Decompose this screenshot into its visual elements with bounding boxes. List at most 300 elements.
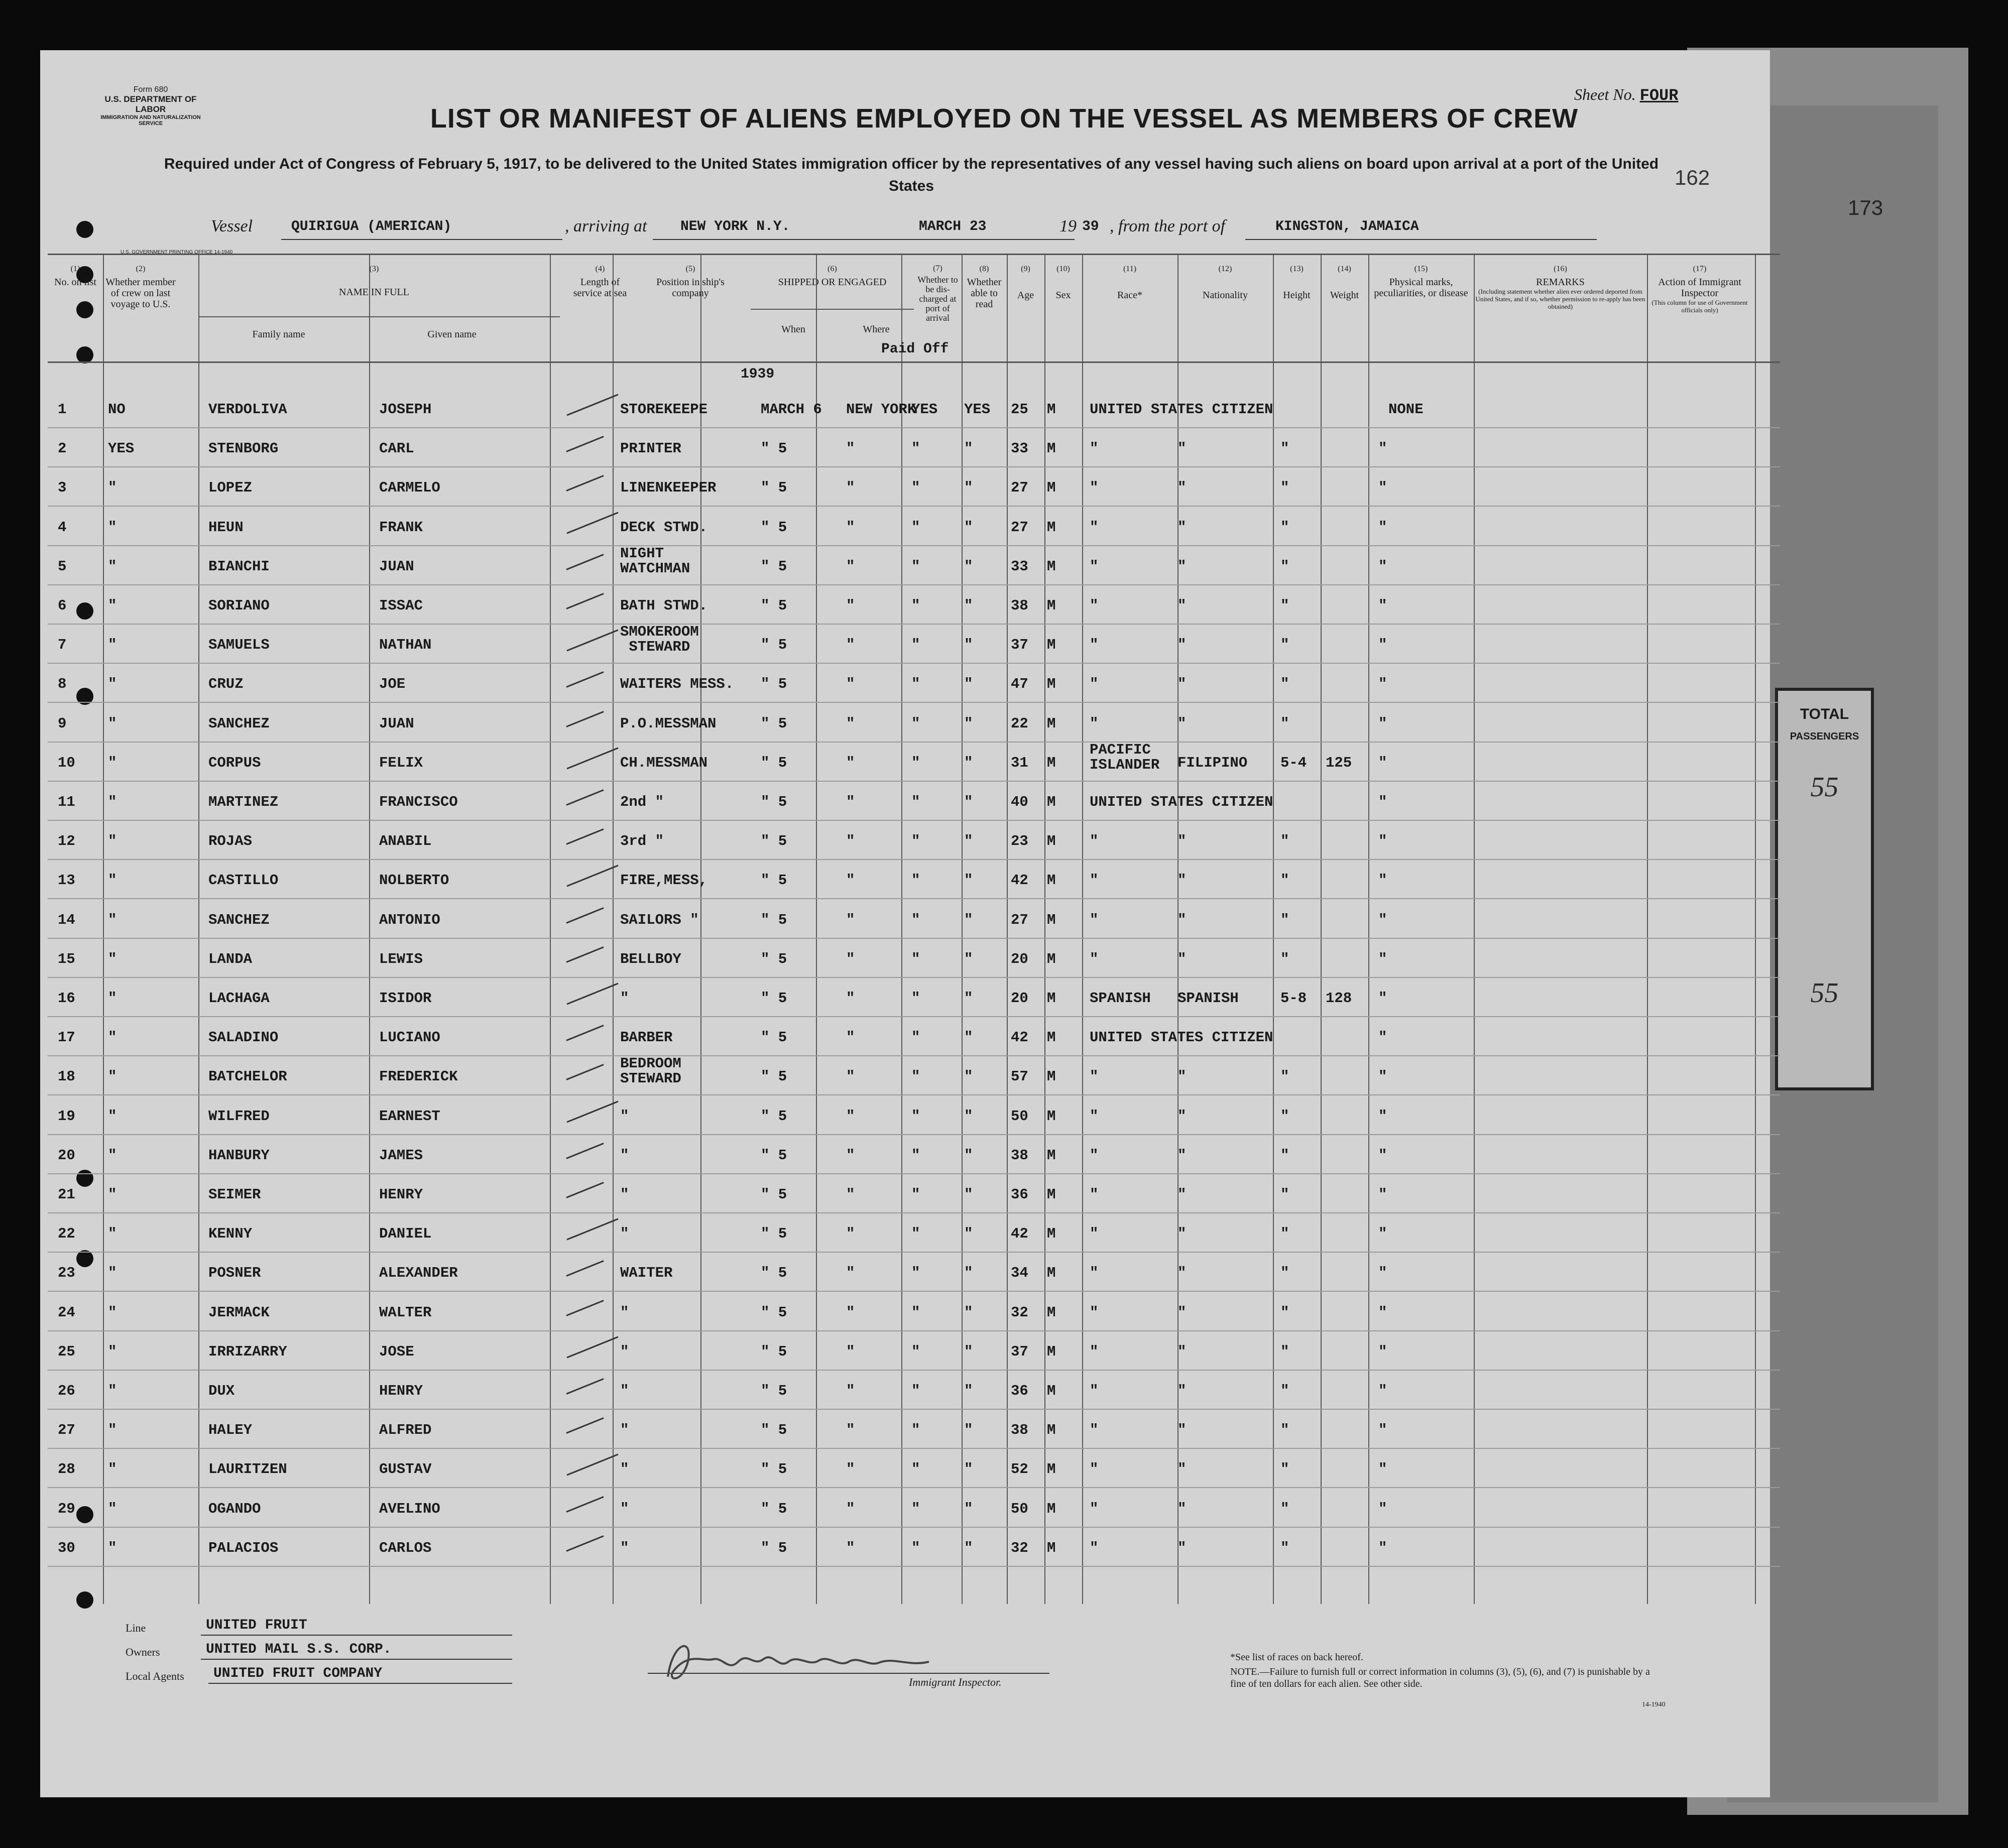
cell-nat: " <box>1177 1422 1187 1439</box>
cell-prev: " <box>108 911 117 928</box>
cell-no: 19 <box>58 1107 75 1125</box>
checkmark <box>566 747 618 769</box>
cell-when: " 5 <box>761 794 787 810</box>
cell-disch: " <box>911 1539 920 1556</box>
cell-where: " <box>846 479 855 497</box>
cell-where: " <box>846 1029 855 1046</box>
cell-given: HENRY <box>379 1186 423 1203</box>
cell-given: ANABIL <box>379 833 432 850</box>
cell-age: 38 <box>1011 1147 1028 1164</box>
cell-read: " <box>964 440 973 457</box>
cell-no: 29 <box>58 1500 75 1517</box>
cell-sex: M <box>1047 950 1056 967</box>
cell-family: WILFRED <box>208 1107 270 1125</box>
agents-value: UNITED FRUIT COMPANY <box>213 1666 383 1681</box>
inspector-signature <box>658 1632 939 1692</box>
table-row <box>48 905 1780 944</box>
checkmark <box>566 512 618 534</box>
table-row <box>48 1415 1780 1454</box>
cell-when: " 5 <box>761 1225 787 1243</box>
cell-sex: M <box>1047 1265 1056 1282</box>
cell-no: 23 <box>58 1265 75 1282</box>
cell-read: " <box>964 558 973 575</box>
cell-disch: " <box>911 1304 920 1321</box>
cell-age: 57 <box>1011 1068 1028 1085</box>
cell-sex: M <box>1047 401 1056 418</box>
cell-given: NATHAN <box>379 637 432 654</box>
table-row <box>48 433 1780 472</box>
cell-height: " <box>1280 637 1289 654</box>
cell-family: VERDOLIVA <box>208 401 287 418</box>
arriving-label: , arriving at <box>565 217 647 235</box>
cell-prev: " <box>108 794 117 810</box>
back-page-number: 173 <box>1848 196 1883 219</box>
cell-no: 30 <box>58 1539 75 1556</box>
cell-given: ISSAC <box>379 597 423 614</box>
cell-sex: M <box>1047 754 1056 771</box>
table-row <box>48 1218 1780 1258</box>
cell-weight: NONE <box>1388 401 1424 418</box>
cell-disch: " <box>911 1225 920 1243</box>
cell-when: " 5 <box>761 754 787 771</box>
cell-age: 32 <box>1011 1304 1028 1321</box>
cell-nat: " <box>1177 911 1187 928</box>
cell-family: HALEY <box>208 1422 253 1439</box>
cell-height: " <box>1280 1186 1289 1203</box>
cell-marks: " <box>1378 990 1387 1007</box>
cell-marks: " <box>1378 637 1387 654</box>
cell-family: PALACIOS <box>208 1539 279 1556</box>
cell-when: " 5 <box>761 1500 787 1517</box>
cell-read: " <box>964 1383 973 1399</box>
cell-prev: " <box>108 1383 117 1399</box>
cell-no: 16 <box>58 990 75 1007</box>
checkmark <box>566 1417 604 1434</box>
cell-where: " <box>846 637 855 654</box>
cell-race: " <box>1090 1343 1099 1360</box>
tally-subtitle: PASSENGERS <box>1790 731 1859 742</box>
checkmark <box>566 1535 604 1552</box>
cell-race: PACIFIC ISLANDER <box>1090 741 1160 773</box>
cell-position: LINENKEEPER <box>620 479 717 497</box>
cell-disch: " <box>911 1422 920 1439</box>
checkmark <box>566 1182 604 1198</box>
table-row <box>48 741 1780 787</box>
cell-marks: " <box>1378 1068 1387 1085</box>
cell-prev: " <box>108 1343 117 1360</box>
cell-prev: " <box>108 1147 117 1164</box>
checkmark <box>566 672 604 688</box>
cell-marks: " <box>1378 1107 1387 1125</box>
cell-height: " <box>1280 1461 1289 1478</box>
cell-sex: M <box>1047 479 1056 497</box>
col-header-5: (5) Position in ship's company <box>656 265 725 299</box>
cell-nat: " <box>1177 1539 1187 1556</box>
checkmark <box>566 436 604 452</box>
table-row <box>48 472 1780 512</box>
cell-height: " <box>1280 519 1289 536</box>
cell-nat: " <box>1177 558 1187 575</box>
cell-nat: " <box>1177 1500 1187 1517</box>
cell-height: " <box>1280 715 1289 732</box>
cell-read: " <box>964 1147 973 1164</box>
cell-position: 2nd " <box>620 794 664 810</box>
form-number: Form 680 <box>133 85 168 94</box>
cell-prev: " <box>108 1304 117 1321</box>
cell-family: SALADINO <box>208 1029 279 1046</box>
cell-given: ALFRED <box>379 1422 432 1439</box>
cell-when: " 5 <box>761 676 787 693</box>
col-header-7: (7) Whether to be dis-charged at port of arrival <box>917 264 958 323</box>
cell-age: 36 <box>1011 1383 1028 1399</box>
cell-where: " <box>846 715 855 732</box>
col-header-1: (1) No. on list <box>54 265 96 288</box>
col-header-3: (3) NAME IN FULL <box>339 265 409 298</box>
cell-family: KENNY <box>208 1225 253 1243</box>
table-row <box>48 1101 1780 1140</box>
table-row <box>48 669 1780 708</box>
cell-where: " <box>846 1147 855 1164</box>
cell-sex: M <box>1047 1461 1056 1478</box>
cell-position: " <box>620 1500 629 1517</box>
cell-when: " 5 <box>761 1068 787 1085</box>
cell-race: " <box>1090 637 1099 654</box>
col-header-13: (13) Height <box>1283 265 1311 301</box>
cell-disch: " <box>911 519 920 536</box>
cell-where: " <box>846 1225 855 1243</box>
cell-prev: " <box>108 637 117 654</box>
cell-age: 33 <box>1011 440 1028 457</box>
checkmark <box>566 789 604 806</box>
cell-given: WALTER <box>379 1304 432 1321</box>
cell-where: " <box>846 1383 855 1399</box>
cell-race: " <box>1090 911 1099 928</box>
cell-height: " <box>1280 440 1289 457</box>
cell-read: " <box>964 833 973 850</box>
cell-marks: " <box>1378 1422 1387 1439</box>
cell-marks: " <box>1378 1029 1387 1046</box>
cell-height: " <box>1280 1304 1289 1321</box>
cell-read: " <box>964 1029 973 1046</box>
cell-prev: " <box>108 1068 117 1085</box>
cell-age: 50 <box>1011 1500 1028 1517</box>
cell-family: DUX <box>208 1383 235 1399</box>
cell-no: 10 <box>58 754 75 771</box>
cell-where: " <box>846 597 855 614</box>
cell-disch: YES <box>911 401 938 418</box>
cell-race: " <box>1090 676 1099 693</box>
cell-race: UNITED STATES CITIZEN <box>1090 1029 1273 1046</box>
cell-given: GUSTAV <box>379 1461 432 1478</box>
cell-age: 37 <box>1011 1343 1028 1360</box>
cell-position: " <box>620 1147 629 1164</box>
col-header-16: (16) REMARKS (Including statement whether alien ever ordered deported from United States, and if so, whether permission to re-apply has been obtained) <box>1475 265 1645 310</box>
col-header-12: (12) Nationality <box>1203 265 1248 301</box>
cell-race: " <box>1090 479 1099 497</box>
cell-marks: " <box>1378 519 1387 536</box>
cell-read: " <box>964 1422 973 1439</box>
sheet-number-value: FOUR <box>1639 86 1679 105</box>
cell-disch: " <box>911 833 920 850</box>
cell-height: " <box>1280 1500 1289 1517</box>
cell-age: 42 <box>1011 1225 1028 1243</box>
cell-family: CRUZ <box>208 676 244 693</box>
cell-position: " <box>620 1186 629 1203</box>
cell-no: 22 <box>58 1225 75 1243</box>
cell-position: BEDROOM STEWARD <box>620 1055 681 1087</box>
cell-family: BIANCHI <box>208 558 270 575</box>
checkmark <box>566 1064 604 1081</box>
cell-race: " <box>1090 519 1099 536</box>
cell-height: " <box>1280 911 1289 928</box>
cell-position: SMOKEROOM STEWARD <box>620 624 699 656</box>
cell-position: " <box>620 990 629 1007</box>
races-note: *See list of races on back hereof. <box>1230 1652 1363 1663</box>
cell-family: CASTILLO <box>208 872 279 889</box>
cell-given: JOSEPH <box>379 401 432 418</box>
cell-nat: " <box>1177 1068 1187 1085</box>
checkmark <box>566 1218 618 1241</box>
cell-prev: " <box>108 479 117 497</box>
cell-sex: M <box>1047 872 1056 889</box>
cell-read: " <box>964 1304 973 1321</box>
cell-given: FREDERICK <box>379 1068 458 1085</box>
cell-disch: " <box>911 1383 920 1399</box>
checkmark <box>566 1261 604 1277</box>
cell-prev: " <box>108 558 117 575</box>
checkmark <box>566 865 618 887</box>
table-row <box>48 512 1780 551</box>
cell-read: " <box>964 1186 973 1203</box>
cell-when: " 5 <box>761 1304 787 1321</box>
cell-age: 20 <box>1011 950 1028 967</box>
cell-given: FELIX <box>379 754 423 771</box>
cell-given: DANIEL <box>379 1225 432 1243</box>
checkmark <box>566 1496 604 1513</box>
cell-nat: FILIPINO <box>1177 754 1248 771</box>
cell-age: 27 <box>1011 911 1028 928</box>
cell-when: " 5 <box>761 558 787 575</box>
cell-sex: M <box>1047 1068 1056 1085</box>
tally-title: TOTAL <box>1800 706 1849 722</box>
cell-disch: " <box>911 1068 920 1085</box>
cell-where: " <box>846 558 855 575</box>
cell-read: " <box>964 1265 973 1282</box>
cell-marks: " <box>1378 1225 1387 1243</box>
cell-age: 22 <box>1011 715 1028 732</box>
cell-disch: " <box>911 990 920 1007</box>
cell-position: " <box>620 1304 629 1321</box>
vessel-name: QUIRIGUA (AMERICAN) <box>291 219 452 234</box>
cell-position: NIGHT WATCHMAN <box>620 545 690 577</box>
cell-when: " 5 <box>761 1422 787 1439</box>
table-row <box>48 944 1780 983</box>
cell-marks: " <box>1378 1186 1387 1203</box>
table-row <box>48 1055 1780 1100</box>
checkmark <box>566 593 604 609</box>
owners-label: Owners <box>126 1646 160 1658</box>
col-header-where: Where <box>863 324 890 335</box>
arrival-date: MARCH 23 <box>919 219 987 234</box>
cell-family: SORIANO <box>208 597 270 614</box>
cell-where: " <box>846 754 855 771</box>
cell-race: SPANISH <box>1090 990 1151 1007</box>
cell-no: 13 <box>58 872 75 889</box>
cell-family: POSNER <box>208 1265 261 1282</box>
cell-position: " <box>620 1461 629 1478</box>
cell-position: " <box>620 1422 629 1439</box>
cell-race: UNITED STATES CITIZEN <box>1090 401 1273 418</box>
col-header-when: When <box>781 324 805 335</box>
cell-family: SANCHEZ <box>208 911 270 928</box>
cell-height: " <box>1280 479 1289 497</box>
cell-marks: " <box>1378 1265 1387 1282</box>
cell-sex: M <box>1047 1343 1056 1360</box>
cell-no: 15 <box>58 950 75 967</box>
checkmark <box>566 907 604 924</box>
cell-marks: " <box>1378 754 1387 771</box>
cell-marks: " <box>1378 1304 1387 1321</box>
cell-race: " <box>1090 597 1099 614</box>
cell-sex: M <box>1047 1500 1056 1517</box>
cell-read: " <box>964 754 973 771</box>
cell-weight: 125 <box>1326 754 1352 771</box>
cell-nat: " <box>1177 1343 1187 1360</box>
cell-given: JUAN <box>379 558 414 575</box>
cell-marks: " <box>1378 479 1387 497</box>
cell-read: " <box>964 676 973 693</box>
cell-prev: " <box>108 597 117 614</box>
cell-age: 42 <box>1011 1029 1028 1046</box>
cell-marks: " <box>1378 1147 1387 1164</box>
cell-no: 2 <box>58 440 67 457</box>
cell-race: " <box>1090 1422 1099 1439</box>
cell-sex: M <box>1047 911 1056 928</box>
cell-marks: " <box>1378 1383 1387 1399</box>
cell-nat: " <box>1177 950 1187 967</box>
cell-read: " <box>964 597 973 614</box>
table-row <box>48 1336 1780 1376</box>
cell-where: " <box>846 676 855 693</box>
cell-prev: " <box>108 1500 117 1517</box>
cell-disch: " <box>911 911 920 928</box>
cell-when: " 5 <box>761 1265 787 1282</box>
cell-height: " <box>1280 676 1289 693</box>
cell-race: " <box>1090 1068 1099 1085</box>
cell-sex: M <box>1047 715 1056 732</box>
cell-race: " <box>1090 950 1099 967</box>
cell-position: " <box>620 1343 629 1360</box>
cell-age: 33 <box>1011 558 1028 575</box>
arriving-port: NEW YORK N.Y. <box>680 219 790 234</box>
line-label: Line <box>126 1622 146 1634</box>
cell-read: " <box>964 1068 973 1085</box>
cell-height: " <box>1280 1539 1289 1556</box>
cell-when: " 5 <box>761 519 787 536</box>
cell-prev: " <box>108 833 117 850</box>
cell-disch: " <box>911 1186 920 1203</box>
cell-no: 3 <box>58 479 67 497</box>
cell-sex: M <box>1047 440 1056 457</box>
cell-where: " <box>846 990 855 1007</box>
cell-read: " <box>964 950 973 967</box>
cell-age: 32 <box>1011 1539 1028 1556</box>
cell-height: " <box>1280 1265 1289 1282</box>
cell-where: " <box>846 1461 855 1478</box>
cell-where: " <box>846 1068 855 1085</box>
cell-nat: " <box>1177 833 1187 850</box>
checkmark <box>566 946 604 963</box>
table-row <box>48 1494 1780 1533</box>
year-suffix: 39 <box>1082 219 1099 234</box>
cell-sex: M <box>1047 1383 1056 1399</box>
cell-prev: " <box>108 950 117 967</box>
cell-prev: " <box>108 676 117 693</box>
cell-height: " <box>1280 872 1289 889</box>
cell-nat: " <box>1177 1225 1187 1243</box>
cell-given: ALEXANDER <box>379 1265 458 1282</box>
cell-where: " <box>846 833 855 850</box>
cell-nat: " <box>1177 597 1187 614</box>
cell-where: " <box>846 794 855 810</box>
department-name: U.S. DEPARTMENT OF LABOR <box>104 94 197 114</box>
cell-no: 17 <box>58 1029 75 1046</box>
cell-read: " <box>964 637 973 654</box>
cell-when: " 5 <box>761 911 787 928</box>
cell-position: BATH STWD. <box>620 597 708 614</box>
cell-given: NOLBERTO <box>379 872 449 889</box>
cell-where: " <box>846 519 855 536</box>
table-row <box>48 1022 1780 1061</box>
cell-height: " <box>1280 1225 1289 1243</box>
cell-race: " <box>1090 1186 1099 1203</box>
cell-given: AVELINO <box>379 1500 440 1517</box>
cell-prev: " <box>108 990 117 1007</box>
cell-prev: " <box>108 1422 117 1439</box>
cell-nat: " <box>1177 1147 1187 1164</box>
cell-position: PRINTER <box>620 440 681 457</box>
cell-nat: SPANISH <box>1177 990 1239 1007</box>
cell-age: 34 <box>1011 1265 1028 1282</box>
cell-read: " <box>964 872 973 889</box>
from-label: , from the port of <box>1110 217 1226 235</box>
cell-given: FRANK <box>379 519 423 536</box>
cell-nat: " <box>1177 1461 1187 1478</box>
cell-no: 26 <box>58 1383 75 1399</box>
cell-where: NEW YORK <box>846 401 916 418</box>
cell-prev: " <box>108 1029 117 1046</box>
cell-given: JUAN <box>379 715 414 732</box>
checkmark <box>566 983 618 1005</box>
cell-nat: " <box>1177 872 1187 889</box>
cell-when: " 5 <box>761 637 787 654</box>
cell-prev: " <box>108 1539 117 1556</box>
cell-position: " <box>620 1225 629 1243</box>
cell-race: " <box>1090 1539 1099 1556</box>
line-value: UNITED FRUIT <box>206 1618 307 1633</box>
cell-height: 5-4 <box>1280 754 1307 771</box>
col-header-17: (17) Action of Immigrant Inspector (This column for use of Government officials only) <box>1651 265 1748 314</box>
cell-race: " <box>1090 1500 1099 1517</box>
gpo-note: U.S. GOVERNMENT PRINTING OFFICE 14-1940 <box>121 250 233 255</box>
checkmark <box>566 394 618 416</box>
cell-weight: 128 <box>1326 990 1352 1007</box>
table-row <box>48 545 1780 590</box>
cell-position: SAILORS " <box>620 911 699 928</box>
cell-given: CARLOS <box>379 1539 432 1556</box>
cell-sex: M <box>1047 1186 1056 1203</box>
cell-read: " <box>964 715 973 732</box>
